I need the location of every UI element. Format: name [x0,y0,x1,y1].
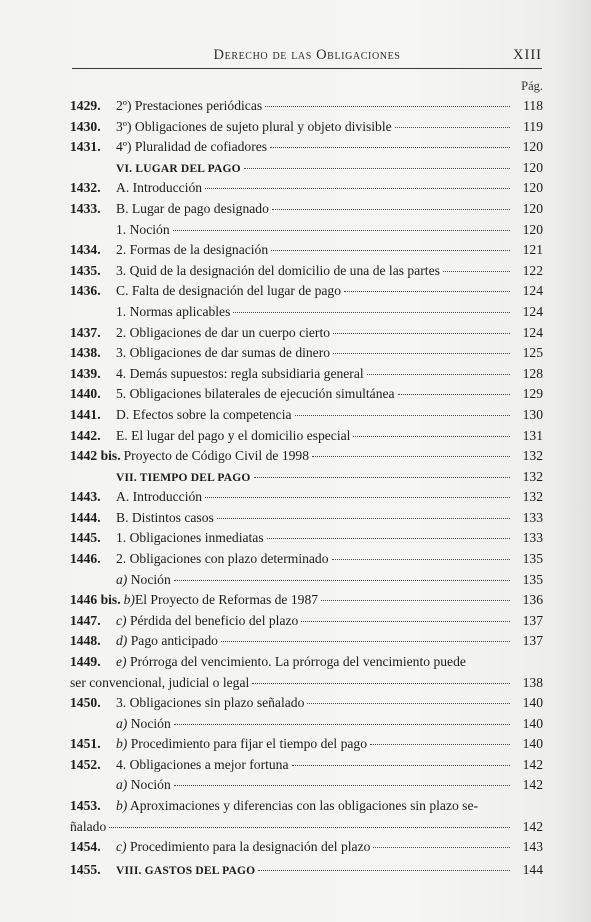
entry-page-number: 124 [522,303,543,319]
dot-leader [398,394,510,395]
toc-entry[interactable] [70,158,543,179]
toc-entry[interactable] [70,631,543,652]
toc-entry[interactable] [70,508,543,529]
entry-title-text: B. Lugar de pago designado [116,200,269,216]
entry-title-prefix: b) [116,736,128,752]
entry-title [116,487,202,508]
dot-leader [205,497,510,498]
dot-leader [174,724,510,725]
entry-page-number: 120 [522,159,543,175]
entry-number: 1449. [70,654,101,670]
entry-title-prefix: a) [116,715,128,731]
entry-title-text: VI. LUGAR DEL PAGO [116,162,241,175]
entry-page-number: 125 [522,345,543,361]
entry-number: 1446 bis. [70,592,121,608]
dot-leader [267,538,510,539]
toc-entry[interactable] [70,261,543,282]
toc-entry[interactable] [70,860,543,881]
entry-title [116,775,171,796]
dot-leader [174,580,510,581]
entry-number: 1431. [70,139,101,155]
dot-leader [252,683,510,684]
entry-number: 1429. [70,98,101,113]
entry-title-text: 1. Obligaciones inmediatas [116,530,264,546]
dot-leader [109,827,510,828]
dot-leader [301,621,510,622]
dot-leader [353,436,510,437]
entry-number: 1441. [70,406,101,422]
entry-title-text: El Proyecto de Reformas de 1987 [134,592,319,608]
entry-page-number: 137 [522,633,543,649]
entry-number: 1455. [70,861,101,877]
running-head [72,47,542,69]
entry-title [116,240,268,261]
entry-page-number: 122 [522,262,543,278]
entry-number: 1438. [70,345,101,361]
entry-title [116,528,264,549]
dot-leader [271,250,510,251]
entry-number: 1444. [70,509,101,525]
entry-title-text: Procedimiento para fijar el tiempo del pago [127,736,368,752]
toc-entry[interactable] [70,652,543,693]
entry-title-text: Noción [127,777,171,793]
entry-number: 1440. [70,386,101,402]
entry-title [116,384,395,405]
entry-title-text: 5. Obligaciones bilaterales de ejecución simultánea [116,386,395,402]
entry-title-text: 3. Obligaciones de dar sumas de dinero [116,345,331,361]
running-head-page-number: XIII [513,47,542,63]
entry-title [124,446,309,467]
entry-page-number: 142 [522,777,543,793]
toc-entry[interactable] [70,281,543,302]
entry-title [116,631,218,652]
dot-leader [205,188,510,189]
entry-title-text: C. Falta de designación del lugar de pago [116,283,341,299]
entry-number: 1442 bis. [70,448,121,464]
entry-number: 1453. [70,798,101,813]
entry-page-number: 142 [522,818,543,834]
entry-title [116,159,241,180]
dot-leader [307,703,510,704]
entry-page-number: 140 [522,736,543,752]
entry-page-number: 135 [522,571,543,587]
entry-title-text: A. Introducción [116,180,203,196]
entry-title [116,323,330,344]
toc-entry[interactable] [70,837,543,858]
toc-entry[interactable] [70,446,543,467]
entry-page-number: 133 [522,509,543,525]
entry-title-text: ser convencional, judicial o legal [70,674,250,690]
entry-title-text: 1. Noción [116,221,170,237]
toc-entry[interactable] [70,693,543,714]
entry-title-prefix: e) [116,654,127,670]
toc-entry[interactable] [70,590,543,611]
running-head-title: Derecho de las Obligaciones [213,47,401,63]
entry-title [116,343,330,364]
entry-page-number: 128 [522,365,543,381]
entry-title-text: VII. TIEMPO DEL PAGO [116,471,251,484]
entry-title [116,220,170,241]
dot-leader [292,765,510,766]
entry-page-number: 133 [522,530,543,546]
dot-leader [233,312,510,313]
entry-title-text: 4º) Pluralidad de cofiadores [116,139,268,155]
entry-page-number: 129 [522,386,543,402]
entry-title-text: B. Distintos casos [116,509,214,525]
table-of-contents [70,96,543,880]
entry-title [116,364,364,385]
entry-title-text: 1. Normas aplicables [116,303,231,319]
dot-leader [333,353,510,354]
entry-page-number: 135 [522,551,543,567]
dot-leader [258,870,510,871]
entry-title [116,654,466,669]
dot-leader [173,230,510,231]
entry-title-text: 2º) Prestaciones periódicas [116,98,263,113]
entry-number: 1436. [70,283,101,299]
toc-entry[interactable] [70,549,543,570]
toc-entry[interactable] [70,467,543,488]
entry-title-line-2 [70,817,543,838]
entry-title-text: ñalado [70,818,107,834]
entry-title-text: A. Introducción [116,489,203,505]
entry-number: 1439. [70,365,101,381]
entry-title-text: 3. Obligaciones sin plazo señalado [116,695,305,711]
toc-entry[interactable] [70,775,543,796]
entry-number: 1447. [70,612,101,628]
entry-title [116,281,341,302]
toc-entry[interactable] [70,323,543,344]
entry-page-number: 140 [522,715,543,731]
dot-leader [395,127,510,128]
entry-page-number: 132 [522,489,543,505]
entry-title [116,755,289,776]
toc-entry[interactable] [70,302,543,323]
entry-page-number: 144 [522,861,543,877]
entry-title-text: Pago anticipado [127,633,218,649]
dot-leader [370,744,510,745]
dot-leader [312,456,510,457]
entry-title-text: 3. Quid de la designación del domicilio de una de las partes [116,262,440,278]
entry-title [116,261,440,282]
entry-page-number: 120 [522,221,543,237]
entry-number: 1433. [70,200,101,216]
entry-number: 1435. [70,262,101,278]
entry-title [116,405,292,426]
entry-number: 1432. [70,180,101,196]
entry-page-number: 142 [522,756,543,772]
dot-leader [217,518,510,519]
entry-number: 1454. [70,839,101,854]
entry-title-text: Noción [127,571,171,587]
entry-title [70,673,249,694]
dot-leader [332,559,510,560]
entry-title [116,199,269,220]
entry-title [70,817,106,838]
entry-title-text: 4. Demás supuestos: regla subsidiaria general [116,365,364,381]
entry-title-prefix: a) [116,571,128,587]
toc-entry[interactable] [70,796,543,837]
dot-leader [221,641,510,642]
entry-title [116,508,214,529]
entry-title-prefix: c) [116,839,127,854]
toc-entry[interactable] [70,178,543,199]
page-column-label: Pág. [521,79,543,93]
entry-page-number: 120 [522,180,543,196]
entry-title [116,734,367,755]
entry-title [116,549,329,570]
entry-title-text: 2. Obligaciones de dar un cuerpo cierto [116,324,331,340]
entry-page-number: 138 [522,674,543,690]
entry-title [124,590,318,611]
toc-entry[interactable] [70,734,543,755]
entry-title [116,137,267,158]
entry-page-number: 136 [522,592,543,608]
entry-title-text: 2. Formas de la designación [116,242,269,258]
entry-title-text: E. El lugar del pago y el domicilio especial [116,427,351,443]
entry-title [116,117,392,138]
toc-entry[interactable] [70,384,543,405]
entry-title-text: D. Efectos sobre la competencia [116,406,292,422]
entry-page-number: 118 [523,98,543,113]
dot-leader [373,847,510,848]
entry-page-number: 120 [522,139,543,155]
toc-entry[interactable] [70,426,543,447]
toc-entry[interactable] [70,137,543,158]
entry-page-number: 124 [522,324,543,340]
toc-entry[interactable] [70,611,543,632]
entry-title-text: VIII. GASTOS DEL PAGO [116,864,256,877]
toc-entry[interactable] [70,240,543,261]
entry-title [116,837,370,858]
entry-page-number: 137 [522,612,543,628]
entry-page-number: 132 [522,468,543,484]
toc-entry[interactable] [70,343,543,364]
entry-title [116,178,202,199]
entry-page-number: 121 [522,242,543,258]
entry-title-text: Procedimiento para la designación del plazo [126,839,371,854]
entry-number: 1443. [70,489,101,505]
dot-leader [333,333,510,334]
entry-title [116,798,478,813]
dot-leader [244,168,510,169]
entry-title-text: 4. Obligaciones a mejor fortuna [116,756,289,772]
entry-number: 1437. [70,324,101,340]
entry-number: 1452. [70,756,101,772]
toc-entry[interactable] [70,405,543,426]
toc-entry[interactable] [70,220,543,241]
toc-entry[interactable] [70,570,543,591]
entry-title [116,302,230,323]
toc-entry[interactable] [70,199,543,220]
entry-title-line-1 [116,796,543,817]
entry-page-number: 132 [522,448,543,464]
entry-number: 1445. [70,530,101,546]
dot-leader [295,415,510,416]
entry-title-prefix: c) [116,612,127,628]
entry-title [116,861,255,882]
entry-page-number: 131 [522,427,543,443]
page-edge-shadow [555,0,591,922]
dot-leader [270,147,510,148]
dot-leader [321,600,510,601]
entry-title [116,468,251,489]
entry-title-text: Aproximaciones y diferencias con las obligaciones sin plazo se- [127,798,479,813]
dot-leader [254,477,510,478]
entry-title-text: Noción [127,715,171,731]
entry-page-number: 130 [522,406,543,422]
entry-title-line-2 [70,673,543,694]
entry-page-number: 119 [523,118,543,134]
entry-number: 1430. [70,118,101,134]
toc-entry[interactable] [70,117,543,138]
entry-title [116,714,171,735]
entry-number: 1442. [70,427,101,443]
entry-title-line-1 [116,652,543,673]
toc-entry[interactable] [70,487,543,508]
dot-leader [443,271,510,272]
entry-title [116,96,262,117]
toc-entry[interactable] [70,528,543,549]
toc-entry[interactable] [70,364,543,385]
entry-number: 1450. [70,695,101,711]
entry-number: 1446. [70,551,101,567]
entry-title-prefix: b) [123,592,135,608]
entry-title-text: Prórroga del vencimiento. La prórroga del vencimiento puede [126,654,466,670]
entry-title-text: Proyecto de Código Civil de 1998 [123,448,310,464]
toc-entry[interactable] [70,755,543,776]
entry-title-text: 3º) Obligaciones de sujeto plural y objeto divisible [116,118,392,134]
entry-number: 1434. [70,242,101,258]
entry-number: 1448. [70,633,101,649]
entry-title [116,426,350,447]
toc-entry[interactable] [70,96,543,117]
dot-leader [174,785,510,786]
toc-entry[interactable] [70,714,543,735]
entry-title [116,570,171,591]
entry-title [116,693,304,714]
entry-page-number: 143 [522,839,543,854]
entry-number: 1451. [70,736,101,752]
entry-title-text: 2. Obligaciones con plazo determinado [116,551,329,567]
entry-title [116,611,298,632]
entry-title-text: Pérdida del beneficio del plazo [126,612,299,628]
dot-leader [265,106,510,107]
dot-leader [367,374,510,375]
entry-title-prefix: d) [116,633,128,649]
entry-title-prefix: a) [116,777,128,793]
entry-page-number: 120 [522,200,543,216]
dot-leader [272,209,510,210]
dot-leader [344,291,510,292]
header-rule [72,68,542,69]
entry-title-prefix: b) [116,798,128,813]
entry-page-number: 124 [522,283,543,299]
entry-page-number: 140 [522,695,543,711]
